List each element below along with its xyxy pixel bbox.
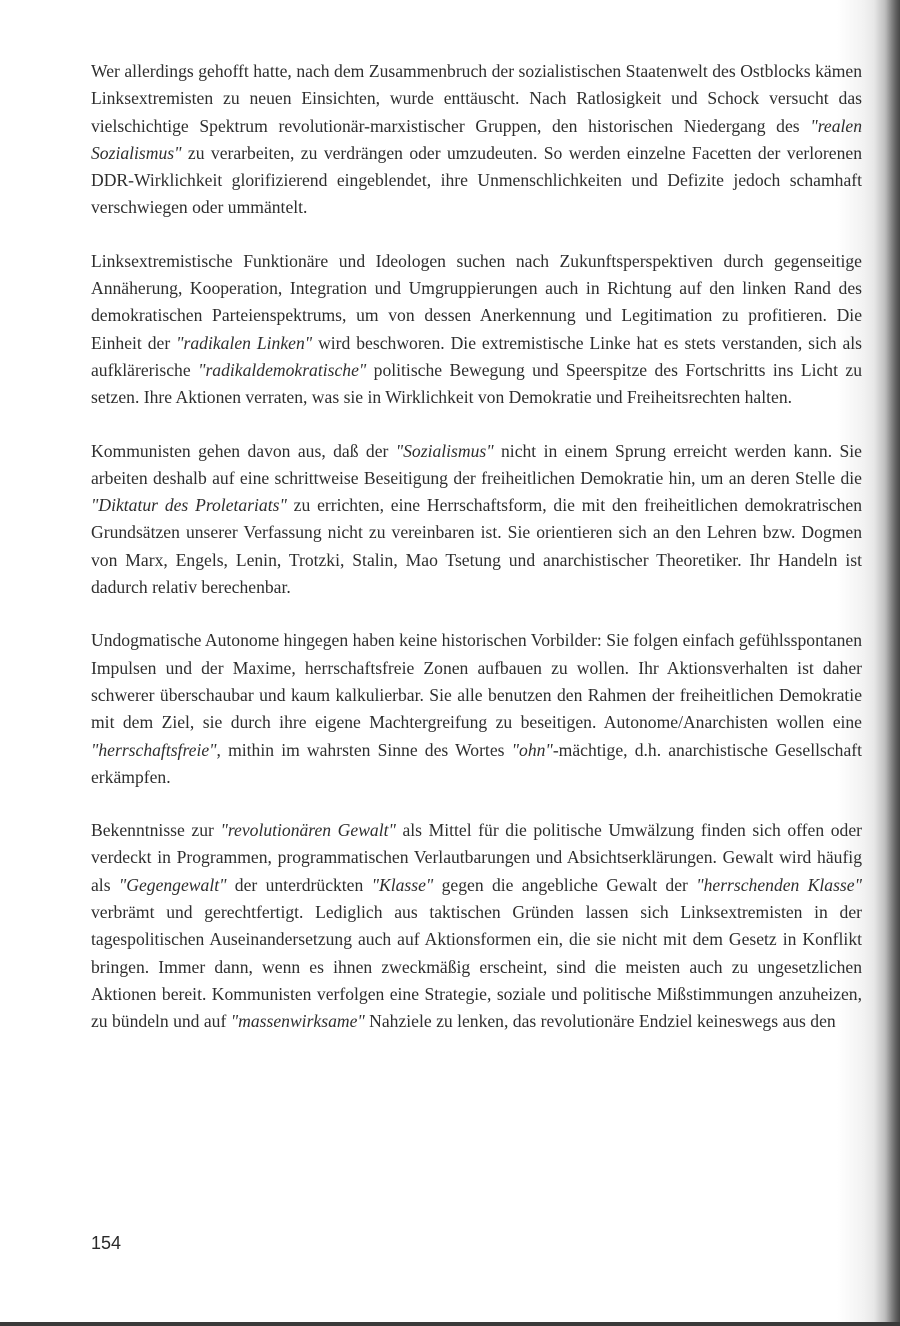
- text-segment: , mithin im wahrsten Sinne des Wortes: [216, 739, 512, 760]
- text-segment: der unterdrückten: [226, 874, 372, 895]
- text-segment: verbrämt und gerechtfertigt. Lediglich aus taktischen Gründen lassen sich Linksextremisten in der tagespolitischen Auseinandersetzung auch auf Aktionsformen ein, die sie nicht mit dem Gesetz in Konflikt bringen. Immer dann, wenn es ihnen zweckmäßig erscheint, sind die meisten auch zu ungesetzlichen Aktionen bereit. Kommunisten verfolgen eine Strategie, soziale und politische Mißstimmungen anzuheizen, zu bündeln und auf: [91, 902, 862, 1032]
- paragraph-3: [91, 438, 862, 602]
- italic-segment: "Sozialismus": [395, 440, 494, 461]
- text-segment: nicht in einem Sprung erreicht werden kann. Sie arbeiten deshalb auf eine schrittweise Beseitigung der freiheitlichen Demokratie hin, um an deren Stelle die: [91, 440, 862, 488]
- italic-segment: "ohn": [511, 739, 553, 760]
- text-segment: zu verarbeiten, zu verdrängen oder umzudeuten. So werden einzelne Facetten der verlorenen DDR-Wirklichkeit glorifizierend eingeblendet, ihre Unmenschlichkeiten und Defizite jedoch schamhaft verschwiegen oder ummäntelt.: [91, 142, 862, 218]
- italic-segment: "revolutionären Gewalt": [220, 820, 396, 841]
- italic-segment: "radikalen Linken": [176, 332, 313, 353]
- italic-segment: "herrschenden Klasse": [696, 874, 862, 895]
- paragraph-5: [91, 817, 862, 1035]
- text-segment: als Mittel für die politische Umwälzung finden sich offen oder verdeckt in Programmen, programmatischen Verlautbarungen und Absichtserklärungen. Gewalt wird häufig als: [91, 820, 862, 895]
- text-segment: Linksextremistische Funktionäre und Ideologen suchen nach Zukunftsperspektiven durch gegenseitige Annäherung, Kooperation, Integration und Umgruppierungen auch in Richtung auf den linken Rand des demokratischen Parteienspektrums, um von dessen Anerkennung und Legitimation zu profitieren. Die Einheit der: [91, 250, 862, 353]
- text-segment: wird beschworen. Die extremistische Linke hat es stets verstanden, sich als aufklärerische: [91, 332, 862, 380]
- italic-segment: "herrschaftsfreie": [91, 739, 217, 760]
- text-segment: Undogmatische Autonome hingegen haben keine historischen Vorbilder: Sie folgen einfach gefühlsspontanen Impulsen und der Maxime, herrschaftsfreie Zonen aufbauen zu wollen. Ihr Aktionsverhalten ist daher schwerer überschaubar und kaum kalkulierbar. Sie alle benutzen den Rahmen der freiheitlichen Demokratie mit dem Ziel, sie durch ihre eigene Machtergreifung zu beseitigen. Autonome/Anarchisten wollen eine: [91, 630, 862, 733]
- text-segment: politische Bewegung und Speerspitze des Fortschritts ins Licht zu setzen. Ihre Aktionen verraten, was sie in Wirklichkeit von Demokratie und Freiheitsrechten halten.: [91, 359, 862, 408]
- italic-segment: "radikaldemokratische": [198, 359, 367, 380]
- italic-segment: "Klasse": [371, 874, 434, 895]
- text-segment: Nahziele zu lenken, das revolutionäre Endziel keineswegs aus den: [364, 1011, 836, 1032]
- paragraph-4: [91, 627, 862, 791]
- italic-segment: "massenwirksame": [230, 1011, 365, 1032]
- spine-shadow: [874, 0, 900, 1326]
- page-number: 154: [91, 1233, 122, 1253]
- body-text: [91, 58, 862, 1062]
- text-segment: -mächtige, d.h. anarchistische Gesellschaft erkämpfen.: [91, 739, 862, 787]
- paragraph-2: [91, 248, 862, 412]
- italic-segment: "realen Sozialismus": [91, 115, 862, 163]
- text-segment: zu errichten, eine Herrschaftsform, die mit den freiheitlichen demokratrischen Grundsätzen unserer Verfassung nicht zu vereinbaren ist. Sie orientieren sich an den Lehren bzw. Dogmen von Marx, Engels, Lenin, Trotzki, Stalin, Mao Tsetung und anarchistischer Theoretiker. Ihr Handeln ist dadurch relativ berechenbar.: [91, 495, 863, 598]
- italic-segment: "Diktatur des Proletariats": [91, 495, 287, 516]
- text-segment: gegen die angebliche Gewalt der: [433, 874, 697, 895]
- text-segment: Bekenntnisse zur: [91, 820, 221, 841]
- italic-segment: "Gegengewalt": [118, 874, 227, 895]
- paragraph-1: [91, 58, 862, 222]
- page-bottom-edge: [0, 1322, 900, 1326]
- text-segment: Wer allerdings gehofft hatte, nach dem Zusammenbruch der sozialistischen Staatenwelt des Ostblocks kämen Linksextremisten zu neuen Einsichten, wurde enttäuscht. Nach Ratlosigkeit und Schock versucht das vielschichtige Spektrum revolutionär-marxistischer Gruppen, den historischen Niedergang des: [91, 61, 862, 136]
- text-segment: Kommunisten gehen davon aus, daß der: [91, 440, 396, 461]
